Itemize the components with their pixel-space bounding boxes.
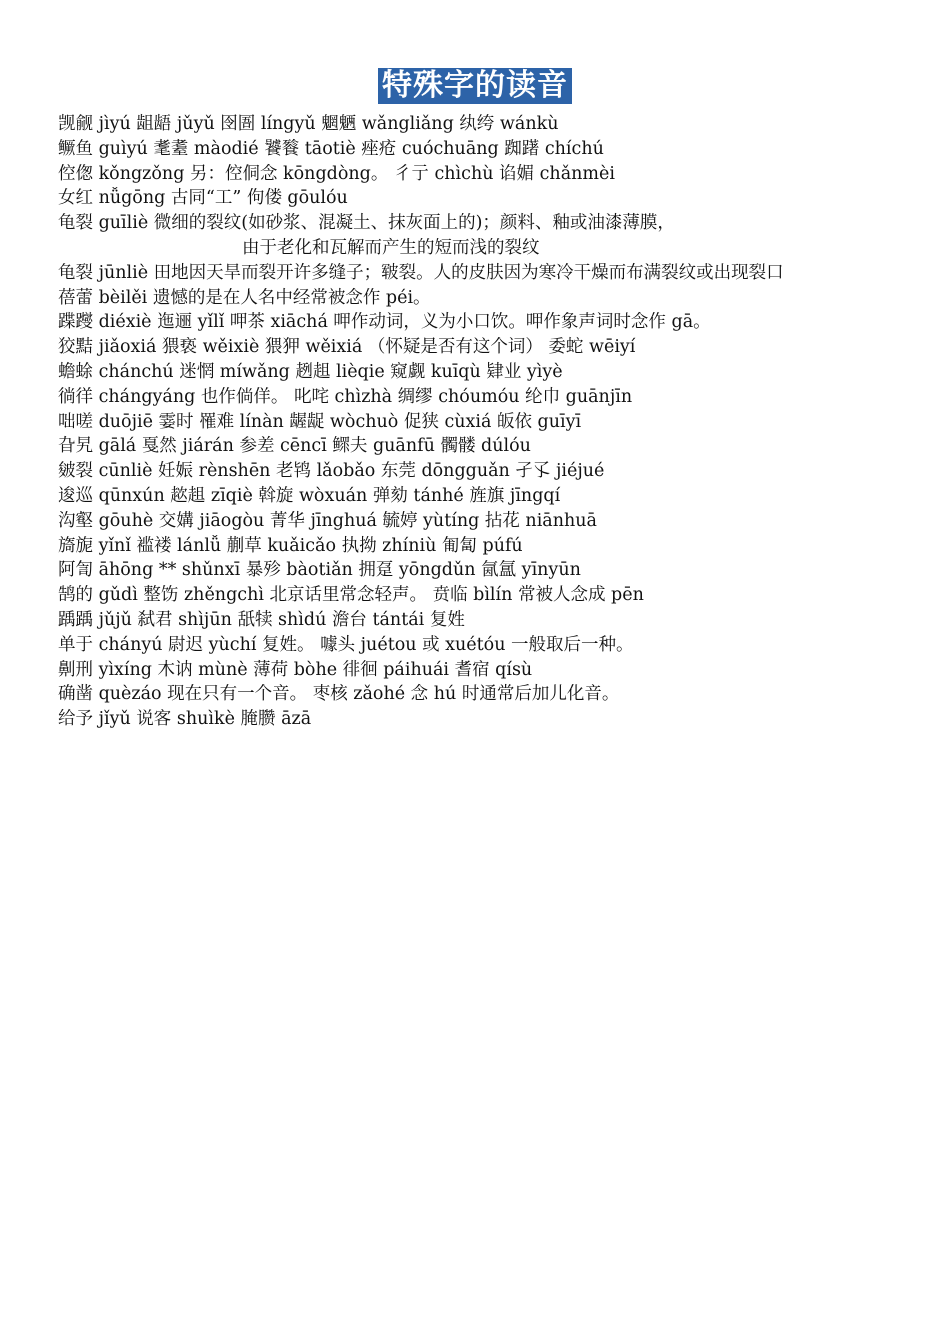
text-line-3: 倥偬 kǒngzǒng 另：倥侗念 kōngdòng。 彳亍 chìchù 谄媚 chǎnmèi: [58, 163, 615, 184]
text-line-14: 旮旯 gālá 戛然 jiárán 参差 cēncī 鳏夫 guānfū 髑髅 dúlóu: [58, 436, 531, 457]
text-line-1: 觊觎 jìyú 龃龉 jǔyǔ 囹圄 língyǔ 魍魉 wǎngliǎng 纨绔 wánkù: [58, 114, 559, 134]
text-line-4: 女红 nǚgōng 古同“工” 佝偻 gōulóu: [58, 188, 348, 209]
text-line-5: 龟裂 guīliè 微细的裂纹(如砂浆、混凝土、抹灰面上的)；颜料、釉或油漆薄膜，: [58, 213, 675, 234]
title-container: [0, 68, 950, 104]
text-line-17: 沟壑 gōuhè 交媾 jiāogòu 菁华 jīnghuá 毓婷 yùtíng 拈花 niānhuā: [58, 510, 597, 531]
text-line-7: 龟裂 jūnliè 田地因天旱而裂开许多缝子；皲裂。人的皮肤因为寒冷干燥而布满裂纹或出现裂口: [58, 262, 784, 283]
text-line-2: 鳜鱼 guìyú 耄耋 màodié 饕餮 tāotiè 痤疮 cuóchuāng 踟躇 chíchú: [58, 138, 604, 159]
text-line-12: 徜徉 chángyáng 也作倘佯。 叱咤 chìzhà 绸缪 chóumóu 纶巾 guānjīn: [58, 386, 633, 407]
text-line-24: 确凿 quèzáo 现在只有一个音。 枣核 zǎohé 念 hú 时通常后加儿化音。: [58, 684, 620, 705]
text-line-20: 鹄的 gǔdì 整饬 zhěngchì 北京话里常念轻声。 贲临 bìlín 常被人念成 pēn: [58, 585, 644, 606]
document-title: 特殊字的读音: [378, 68, 572, 104]
text-line-25: 给予 jǐyǔ 说客 shuìkè 腌臜 āzā: [58, 709, 312, 730]
text-line-6: 由于老化和瓦解而产生的短而浅的裂纹: [242, 237, 540, 258]
text-line-22: 单于 chányú 尉迟 yùchí 复姓。 噱头 juétou 或 xuétóu 一般取后一种。: [58, 634, 634, 655]
text-line-21: 踽踽 jǔjǔ 弑君 shìjūn 舐犊 shìdú 澹台 tántái 复姓: [58, 609, 465, 630]
text-line-16: 逡巡 qūnxún 趑趄 zīqiè 斡旋 wòxuán 弹劾 tánhé 旌旗 jīngqí: [58, 485, 561, 506]
pronunciation-list: [58, 112, 918, 732]
text-line-23: 劓刑 yìxíng 木讷 mùnè 薄荷 bòhe 徘徊 páihuái 耆宿 qísù: [58, 659, 533, 680]
text-line-19: 阿訇 āhōng ** shǔnxī 暴殄 bàotiǎn 拥趸 yōngdǔn 氤氲 yīnyūn: [58, 560, 581, 581]
text-line-15: 皴裂 cūnliè 妊娠 rènshēn 老鸨 lǎobǎo 东莞 dōngguǎn 孑孓 jiéjué: [58, 461, 605, 482]
text-line-13: 咄嗟 duōjiē 霎时 罹难 línàn 龌龊 wòchuò 促狭 cùxiá 皈依 guīyī: [58, 411, 582, 432]
text-line-18: 旖旎 yǐnǐ 褴褛 lánlǚ 蒯草 kuǎicǎo 执拗 zhíniù 匍匐 púfú: [58, 535, 523, 556]
text-line-8: 蓓蕾 bèilěi 遗憾的是在人名中经常被念作 péi。: [58, 287, 431, 308]
text-line-10: 狡黠 jiǎoxiá 猥亵 wěixiè 猥狎 wěixiá （怀疑是否有这个词） 委蛇 wēiyí: [58, 337, 636, 358]
text-line-9: 蹀躞 diéxiè 迤逦 yǐlǐ 呷茶 xiāchá 呷作动词，义为小口饮。呷作象声词时念作 gā。: [58, 312, 711, 333]
text-line-11: 蟾蜍 chánchú 迷惘 míwǎng 趔趄 lièqie 窥觑 kuīqù 肄业 yìyè: [58, 361, 563, 382]
